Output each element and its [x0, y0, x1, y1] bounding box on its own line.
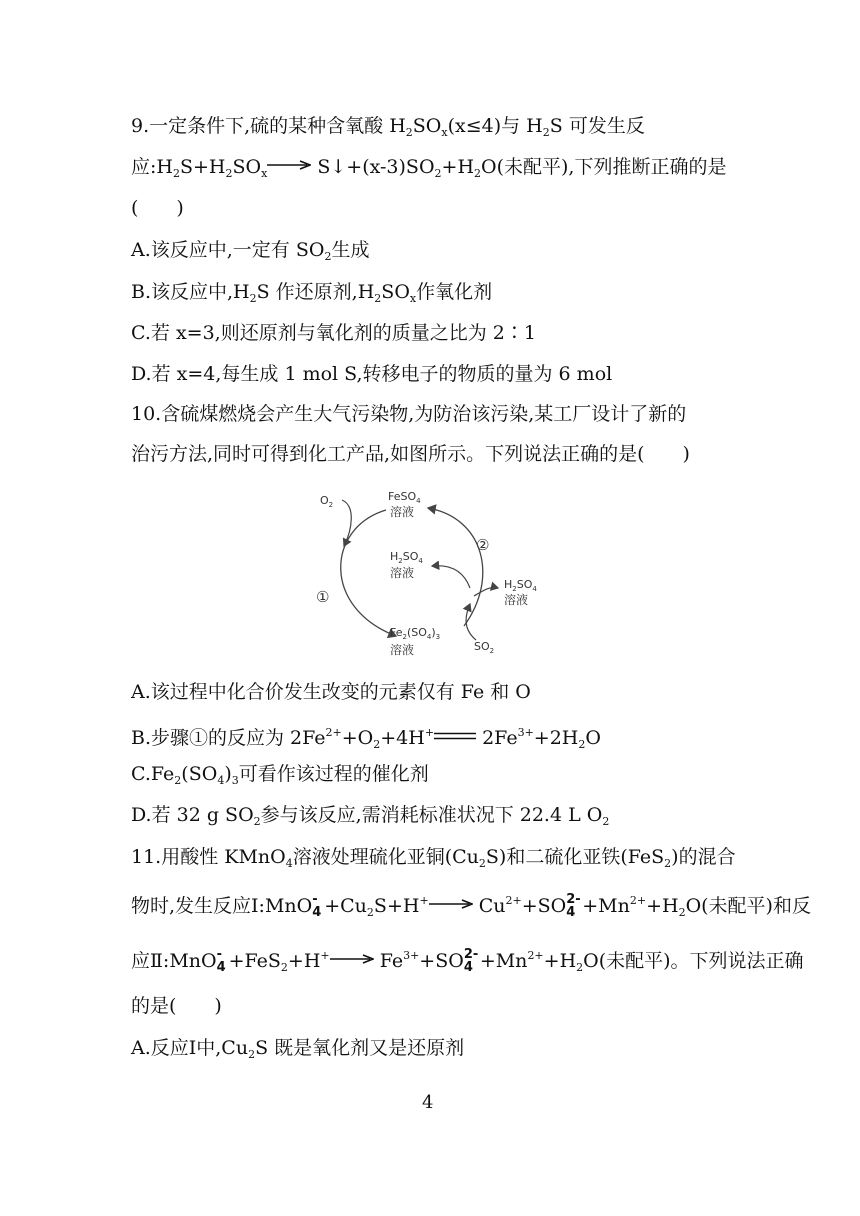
charge-stack — [463, 947, 480, 975]
q9-stem-line1 — [131, 114, 645, 145]
subscript: 2 — [434, 167, 442, 180]
text: +Mn — [582, 895, 630, 917]
q10-stem-line1: 10.含硫煤燃烧会产生大气污染物,为防治该污染,某工厂设计了新的 — [131, 403, 687, 425]
arc-fe2so43-to-feso4 — [428, 508, 483, 626]
label-fe2so43: $Fe_2(SO_4)_3$ — [390, 626, 441, 641]
subscript: 4 — [463, 960, 473, 975]
label-h2so4-inner: $H_2SO_4$ — [390, 550, 423, 565]
text: A.该反应中,一定有 SO — [131, 239, 325, 261]
superscript: 2+ — [505, 894, 522, 907]
q11-stem-line2 — [131, 889, 811, 925]
text: S 可发生反 — [549, 115, 645, 137]
q9-option-c: C.若 x=3,则还原剂与氧化剂的质量之比为 2∶1 — [131, 322, 536, 344]
text: (SO — [181, 763, 218, 785]
subscript: 2 — [172, 167, 180, 180]
q11-stem-line3 — [131, 944, 804, 980]
label-step-2: ② — [476, 536, 490, 554]
subscript: 2 — [280, 961, 288, 974]
text: +H — [646, 895, 679, 917]
subscript: 2 — [405, 126, 413, 139]
text: Fe — [379, 950, 404, 972]
subscript: 2 — [248, 1048, 256, 1061]
page-number: 4 — [422, 1092, 434, 1113]
arrow-to-h2so4-outer — [474, 587, 498, 596]
subscript: 2 — [374, 292, 382, 305]
text: +O — [341, 727, 374, 749]
arc-feso4-to-fe2so43 — [341, 510, 396, 636]
subscript: 4 — [285, 857, 293, 870]
superscript: 3+ — [403, 949, 420, 962]
subscript: 2 — [174, 774, 182, 787]
text: +SO — [419, 950, 464, 972]
text: 应:H — [131, 156, 173, 178]
q11-option-a — [131, 1036, 464, 1067]
text: C.Fe — [131, 763, 175, 785]
subscript: 2 — [542, 126, 550, 139]
subscript: x — [441, 126, 448, 139]
superscript: 3+ — [517, 726, 534, 739]
label-fe2so43-solution: 溶液 — [390, 643, 415, 657]
label-feso4-solution: 溶液 — [390, 505, 415, 519]
charge-stack — [566, 892, 582, 920]
label-h2so4-outer: $H_2SO_4$ — [504, 578, 537, 593]
text: +H — [441, 156, 475, 178]
text: 物时,发生反应Ⅰ:MnO — [131, 895, 313, 917]
text: D.若 32 g SO — [131, 804, 254, 826]
text: S+H — [179, 156, 226, 178]
subscript: 4 — [312, 905, 322, 920]
q11-answer-line: 的是( ) — [131, 995, 222, 1017]
arrow-o2-in — [342, 500, 351, 546]
subscript: 4 — [566, 905, 576, 920]
q9-option-b — [131, 280, 492, 311]
superscript: 2+ — [629, 894, 647, 907]
text: SO — [381, 281, 410, 303]
subscript: 2 — [249, 292, 257, 305]
subscript: 2 — [478, 857, 486, 870]
text: 2Fe — [482, 727, 518, 749]
text: +H — [287, 950, 321, 972]
label-feso4: FeSO$_4$ — [388, 490, 421, 505]
superscript: - — [312, 892, 318, 907]
text: +Mn — [479, 950, 528, 972]
subscript: 2 — [474, 167, 482, 180]
subscript: 2 — [678, 906, 686, 919]
superscript: + — [419, 894, 429, 907]
reaction-arrow-icon — [429, 899, 473, 909]
text: O(未配平),下列推断正确的是 — [481, 156, 727, 178]
q9-option-a — [131, 238, 369, 269]
subscript: 2 — [373, 738, 381, 751]
subscript: 2 — [253, 815, 261, 828]
subscript: 2 — [366, 906, 374, 919]
superscript: 2+ — [325, 726, 342, 739]
text: S↓+(x-3)SO — [317, 156, 435, 178]
text: B.该反应中,H — [131, 281, 250, 303]
subscript: 2 — [578, 738, 586, 751]
charge-stack — [216, 947, 229, 975]
subscript: x — [261, 167, 268, 180]
text: 作氧化剂 — [416, 281, 493, 303]
text: ) — [224, 763, 232, 785]
text: 可看作该过程的催化剂 — [238, 763, 429, 785]
subscript: 2 — [576, 961, 584, 974]
text: +4H — [380, 727, 425, 749]
text: 参与该反应,需消耗标准状况下 22.4 L O — [260, 804, 603, 826]
q9-stem-line2 — [131, 155, 726, 186]
arrow-to-h2so4-inner — [432, 566, 470, 588]
text: O(未配平)。下列说法正确 — [583, 950, 804, 972]
q9-answer-blank: ( ) — [131, 197, 184, 219]
superscript: + — [320, 949, 330, 962]
superscript: 2+ — [527, 949, 544, 962]
subscript: 2 — [324, 250, 332, 263]
superscript: - — [216, 947, 222, 962]
text: +FeS — [228, 950, 281, 972]
q10-option-d — [131, 803, 609, 834]
reaction-arrow-icon — [330, 954, 374, 964]
text: SO — [232, 156, 262, 178]
reaction-arrow-icon — [267, 160, 311, 170]
equals-sign-icon — [434, 731, 476, 741]
charge-stack — [312, 892, 324, 920]
q10-option-a: A.该过程中化合价发生改变的元素仅有 Fe 和 O — [131, 681, 531, 703]
subscript: 2 — [225, 167, 233, 180]
subscript: 2 — [602, 815, 610, 828]
subscript: 4 — [217, 774, 225, 787]
subscript: 3 — [231, 774, 239, 787]
label-o2: $O_2$ — [320, 494, 334, 509]
superscript: + — [424, 726, 435, 739]
text: S 既是氧化剂又是还原剂 — [255, 1037, 465, 1059]
text: (x≤4)与 H — [447, 115, 543, 137]
subscript: x — [409, 292, 417, 305]
subscript: 2 — [664, 857, 672, 870]
q10-option-b — [131, 721, 601, 757]
text: +SO — [521, 895, 567, 917]
label-h2so4-outer-solution: 溶液 — [504, 593, 529, 607]
text: Cu — [478, 895, 506, 917]
label-h2so4-inner-solution: 溶液 — [390, 566, 415, 580]
text: S 作还原剂,H — [256, 281, 375, 303]
text: 生成 — [331, 239, 370, 261]
text: S)和二硫化亚铁(FeS — [485, 846, 665, 868]
q11-stem-line1 — [131, 845, 736, 876]
text: A.反应Ⅰ中,Cu — [131, 1037, 249, 1059]
text: S+H — [373, 895, 420, 917]
sulfur-cycle-diagram — [304, 478, 564, 666]
text: O(未配平)和反 — [685, 895, 811, 917]
q10-stem-line2: 治污方法,同时可得到化工产品,如图所示。下列说法正确的是( ) — [131, 443, 690, 465]
text: O — [585, 727, 601, 749]
text: +Cu — [324, 895, 367, 917]
text: 11.用酸性 KMnO — [131, 846, 286, 868]
text: 9.一定条件下,硫的某种含氧酸 H — [131, 115, 406, 137]
text: SO — [412, 115, 442, 137]
label-so2: $SO_2$ — [474, 640, 495, 655]
superscript: 2- — [566, 892, 581, 907]
text: B.步骤①的反应为 2Fe — [131, 727, 326, 749]
text: +2H — [533, 727, 579, 749]
text: +H — [543, 950, 577, 972]
q10-option-c — [131, 762, 429, 793]
superscript: 2- — [463, 947, 479, 962]
text: 应Ⅱ:MnO — [131, 950, 217, 972]
label-step-1: ① — [316, 588, 330, 606]
text: )的混合 — [671, 846, 736, 868]
subscript: 4 — [216, 960, 226, 975]
q9-option-d: D.若 x=4,每生成 1 mol S,转移电子的物质的量为 6 mol — [131, 363, 613, 385]
text: 溶液处理硫化亚铜(Cu — [292, 846, 479, 868]
